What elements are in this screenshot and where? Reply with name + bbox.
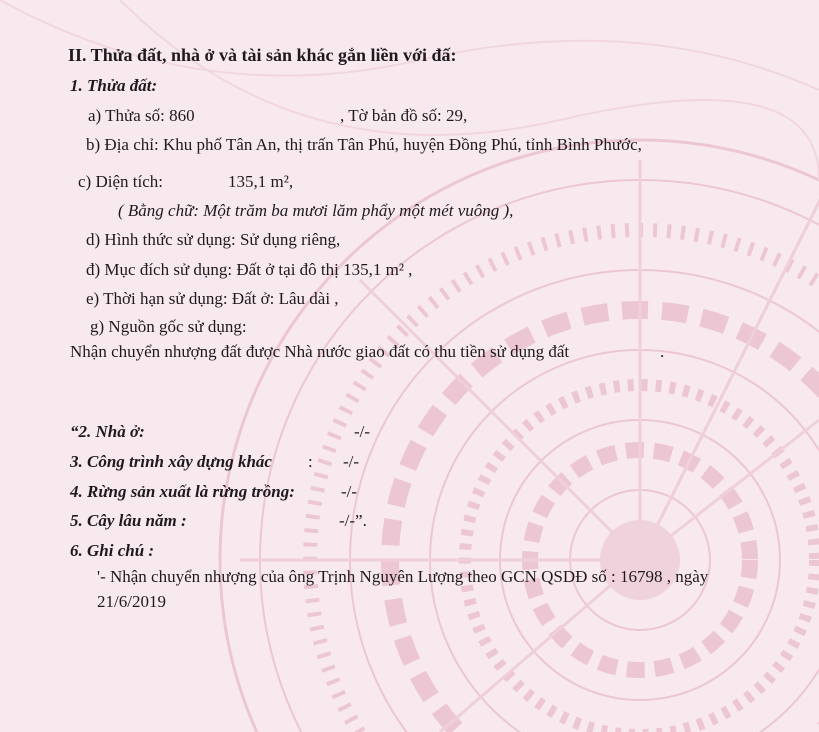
house-value: -/- [354, 422, 371, 441]
notes-line-2: 21/6/2019 [97, 592, 166, 611]
usage-origin-end: . [660, 342, 665, 361]
usage-origin-text: Nhận chuyển nhượng đất được Nhà nước giao đất có thu tiền sử dụng đất [70, 342, 570, 361]
area-label: c) Diện tích: [78, 172, 163, 191]
area-value: 135,1 m², [228, 172, 294, 191]
construction-colon: : [308, 452, 313, 471]
usage-purpose: đ) Mục đích sử dụng: Đất ở tại đô thị 135,1 m² , [86, 260, 413, 279]
usage-term: e) Thời hạn sử dụng: Đất ở: Lâu dài , [86, 289, 339, 308]
forest-value: -/- [341, 482, 358, 501]
usage-origin-label: g) Nguồn gốc sử dụng: [90, 317, 247, 336]
trees-value: -/-”. [339, 511, 367, 530]
notes-line-1: '- Nhận chuyển nhượng của ông Trịnh Nguyên Lượng theo GCN QSDĐ số : 16798 , ngày [97, 567, 709, 586]
usage-form: d) Hình thức sử dụng: Sử dụng riêng, [86, 230, 341, 249]
notes-label: 6. Ghi chú : [70, 541, 155, 560]
house-label: “2. Nhà ở: [70, 422, 145, 441]
trees-label: 5. Cây lâu năm : [70, 511, 187, 530]
section-heading: II. Thửa đất, nhà ở và tài sản khác gắn liền với đấ: [68, 45, 457, 65]
construction-label: 3. Công trình xây dựng khác [70, 452, 272, 471]
forest-label: 4. Rừng sản xuất là rừng trồng: [70, 482, 295, 501]
land-title: 1. Thửa đất: [70, 76, 158, 95]
parcel-number: a) Thửa số: 860 [88, 106, 195, 125]
construction-value: -/- [343, 452, 360, 471]
map-sheet-number: , Tờ bản đồ số: 29, [340, 106, 468, 125]
area-in-words: ( Bằng chữ: Một trăm ba mươi lăm phẩy một mét vuông ), [118, 201, 514, 220]
land-address: b) Địa chỉ: Khu phố Tân An, thị trấn Tân Phú, huyện Đồng Phú, tỉnh Bình Phước, [86, 135, 642, 154]
